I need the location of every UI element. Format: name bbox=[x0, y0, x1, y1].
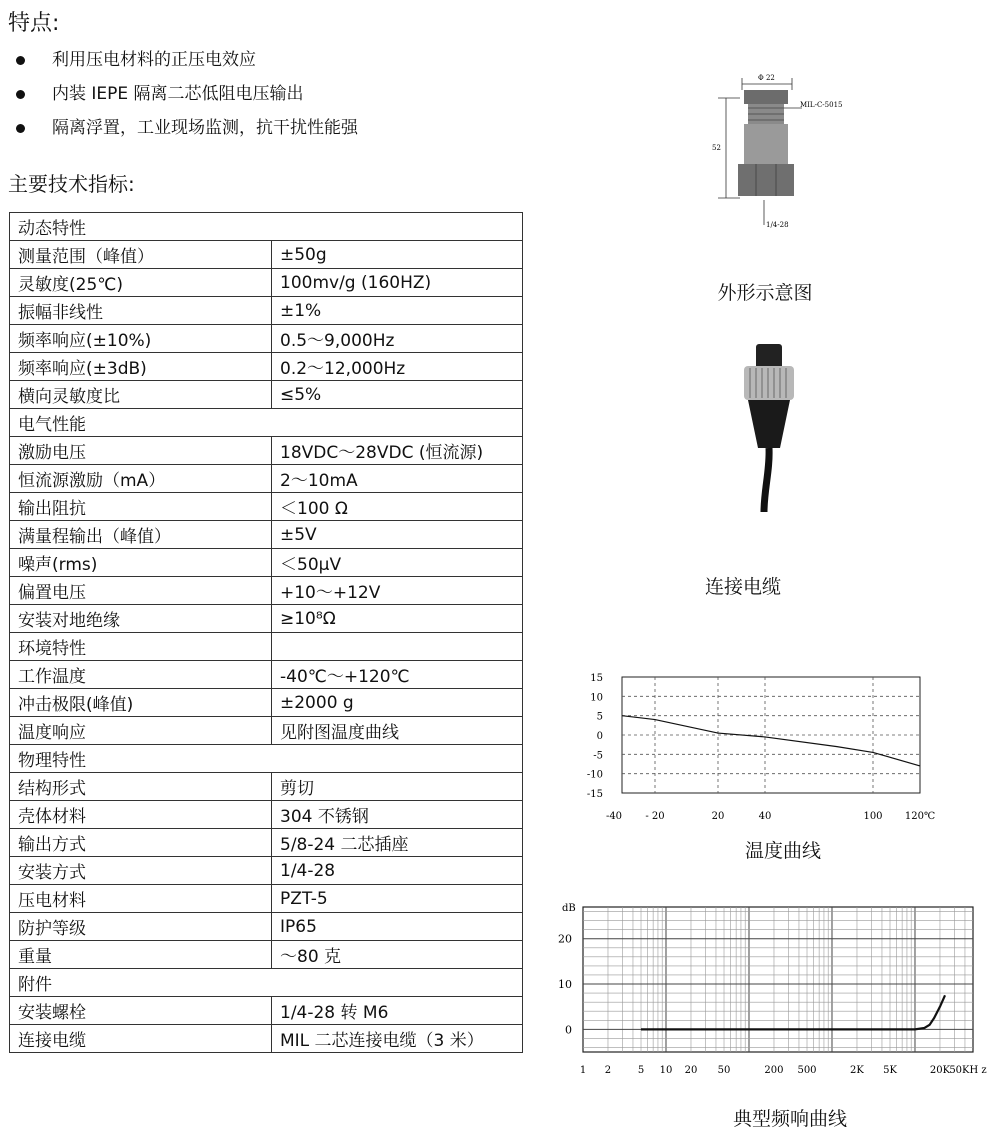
spec-row bbox=[10, 661, 523, 689]
specs-heading: 主要技术指标: bbox=[8, 172, 135, 196]
spec-section-label: 电气性能 bbox=[10, 409, 523, 437]
spec-value: ～80 克 bbox=[272, 941, 523, 969]
spec-label: 连接电缆 bbox=[10, 1025, 272, 1053]
spec-value: 304 不锈钢 bbox=[272, 801, 523, 829]
spec-row bbox=[10, 577, 523, 605]
sensor-body bbox=[744, 124, 788, 164]
spec-value: 100mv/g (160HZ) bbox=[272, 269, 523, 297]
spec-label: 恒流源激励（mA） bbox=[10, 465, 272, 493]
spec-row bbox=[10, 773, 523, 801]
spec-row bbox=[10, 269, 523, 297]
x-tick-label: 1 bbox=[579, 1065, 587, 1076]
spec-row bbox=[10, 381, 523, 409]
connector-label: MIL-C-5015 bbox=[800, 101, 843, 109]
spec-label: 安装对地绝缘 bbox=[10, 605, 272, 633]
spec-value: IP65 bbox=[272, 913, 523, 941]
spec-section-row bbox=[10, 409, 523, 437]
spec-value: +10～+12V bbox=[272, 577, 523, 605]
dim-height: 52 bbox=[712, 144, 721, 152]
spec-label: 满量程输出（峰值） bbox=[10, 521, 272, 549]
spec-row bbox=[10, 717, 523, 745]
spec-section-row bbox=[10, 969, 523, 997]
spec-row bbox=[10, 353, 523, 381]
spec-row bbox=[10, 493, 523, 521]
x-tick-label: -40 bbox=[605, 811, 623, 822]
spec-label: 横向灵敏度比 bbox=[10, 381, 272, 409]
x-tick-label: 200 bbox=[764, 1065, 784, 1076]
spec-section-label: 附件 bbox=[10, 969, 523, 997]
spec-label: 防护等级 bbox=[10, 913, 272, 941]
spec-row bbox=[10, 633, 523, 661]
spec-value: ＜100 Ω bbox=[272, 493, 523, 521]
spec-value: ±1% bbox=[272, 297, 523, 325]
x-tick-label: 20 bbox=[684, 1065, 698, 1076]
cable-caption: 连接电缆 bbox=[704, 576, 781, 598]
spec-section-row bbox=[10, 213, 523, 241]
spec-value: 1/4-28 bbox=[272, 857, 523, 885]
spec-row bbox=[10, 857, 523, 885]
spec-label: 频率响应(±10%) bbox=[10, 325, 272, 353]
spec-row bbox=[10, 521, 523, 549]
spec-row bbox=[10, 437, 523, 465]
spec-value: 剪切 bbox=[272, 773, 523, 801]
spec-row bbox=[10, 941, 523, 969]
spec-value: ≥10⁸Ω bbox=[272, 605, 523, 633]
spec-value: 18VDC～28VDC (恒流源) bbox=[272, 437, 523, 465]
x-tick-label: 100 bbox=[863, 811, 883, 822]
spec-label: 工作温度 bbox=[10, 661, 272, 689]
features-heading: 特点: bbox=[8, 11, 60, 36]
spec-row bbox=[10, 885, 523, 913]
y-tick-label: 0 bbox=[565, 1023, 572, 1037]
spec-row bbox=[10, 297, 523, 325]
spec-value: 0.5～9,000Hz bbox=[272, 325, 523, 353]
spec-label: 频率响应(±3dB) bbox=[10, 353, 272, 381]
spec-label: 冲击极限(峰值) bbox=[10, 689, 272, 717]
spec-label: 激励电压 bbox=[10, 437, 272, 465]
spec-label: 温度响应 bbox=[10, 717, 272, 745]
cable-boot bbox=[748, 400, 790, 448]
spec-row bbox=[10, 241, 523, 269]
y-tick-label: -10 bbox=[586, 769, 603, 781]
spec-label: 压电材料 bbox=[10, 885, 272, 913]
x-tick-label: 500 bbox=[797, 1065, 817, 1076]
spec-row bbox=[10, 913, 523, 941]
x-tick-label: 20 bbox=[711, 811, 725, 822]
frequency-response-chart bbox=[550, 895, 1000, 1090]
x-tick-label: 2 bbox=[604, 1065, 612, 1076]
spec-section-label: 动态特性 bbox=[10, 213, 523, 241]
spec-value: ±2000 g bbox=[272, 689, 523, 717]
spec-value: ＜50μV bbox=[272, 549, 523, 577]
spec-label: 安装螺栓 bbox=[10, 997, 272, 1025]
y-tick-label: 20 bbox=[558, 932, 572, 946]
y-tick-label: 0 bbox=[596, 731, 603, 742]
spec-row bbox=[10, 997, 523, 1025]
x-tick-label: 120℃ bbox=[904, 811, 936, 822]
y-tick-label: -15 bbox=[586, 789, 603, 800]
sensor-hex-base bbox=[738, 164, 794, 196]
spec-value: -40℃～+120℃ bbox=[272, 661, 523, 689]
spec-value bbox=[272, 633, 523, 661]
thread-label: 1/4-28 bbox=[766, 221, 789, 229]
spec-value: ±50g bbox=[272, 241, 523, 269]
spec-value: ≤5% bbox=[272, 381, 523, 409]
spec-row bbox=[10, 325, 523, 353]
spec-label: 输出阻抗 bbox=[10, 493, 272, 521]
spec-label: 测量范围（峰值） bbox=[10, 241, 272, 269]
sensor-outline-drawing bbox=[700, 70, 860, 235]
outline-caption: 外形示意图 bbox=[717, 282, 813, 304]
spec-value: 5/8-24 二芯插座 bbox=[272, 829, 523, 857]
spec-row bbox=[10, 549, 523, 577]
frequency-chart-caption: 典型频响曲线 bbox=[732, 1108, 847, 1130]
x-tick-label: 5 bbox=[637, 1065, 645, 1076]
spec-label: 结构形式 bbox=[10, 773, 272, 801]
x-tick-label: 20K bbox=[929, 1065, 951, 1076]
spec-label: 噪声(rms) bbox=[10, 549, 272, 577]
temperature-series-line bbox=[622, 716, 920, 766]
spec-table bbox=[9, 212, 523, 1053]
spec-label: 环境特性 bbox=[10, 633, 272, 661]
spec-label: 偏置电压 bbox=[10, 577, 272, 605]
x-tick-label: 5K bbox=[883, 1065, 897, 1076]
feature-item: 利用压电材料的正压电效应 bbox=[12, 44, 358, 78]
spec-row bbox=[10, 465, 523, 493]
x-tick-label: - 20 bbox=[645, 811, 665, 822]
cable-wire bbox=[764, 448, 769, 512]
spec-value: 0.2～12,000Hz bbox=[272, 353, 523, 381]
spec-value: PZT-5 bbox=[272, 885, 523, 913]
feature-list bbox=[12, 44, 358, 146]
spec-label: 重量 bbox=[10, 941, 272, 969]
spec-row bbox=[10, 1025, 523, 1053]
spec-value: 1/4-28 转 M6 bbox=[272, 997, 523, 1025]
y-tick-label: 5 bbox=[596, 711, 603, 723]
spec-section-row bbox=[10, 745, 523, 773]
spec-label: 灵敏度(25℃) bbox=[10, 269, 272, 297]
y-tick-label: 10 bbox=[558, 978, 572, 992]
cable-drawing bbox=[720, 340, 820, 515]
spec-label: 振幅非线性 bbox=[10, 297, 272, 325]
x-tick-label: 50 bbox=[717, 1065, 731, 1076]
dim-diameter: Φ 22 bbox=[758, 74, 775, 82]
spec-value: 2～10mA bbox=[272, 465, 523, 493]
spec-row bbox=[10, 605, 523, 633]
spec-row bbox=[10, 689, 523, 717]
x-tick-label: 40 bbox=[758, 811, 772, 822]
x-tick-label: 50KH z bbox=[949, 1065, 987, 1076]
x-tick-label: 10 bbox=[659, 1065, 673, 1076]
y-axis-label: dB bbox=[562, 903, 576, 914]
temperature-chart-caption: 温度曲线 bbox=[744, 840, 821, 862]
temperature-chart bbox=[585, 665, 945, 830]
spec-row bbox=[10, 801, 523, 829]
spec-value: ±5V bbox=[272, 521, 523, 549]
x-tick-label: 2K bbox=[850, 1065, 864, 1076]
y-tick-label: 15 bbox=[590, 673, 603, 684]
y-tick-label: 10 bbox=[590, 692, 603, 704]
spec-label: 壳体材料 bbox=[10, 801, 272, 829]
frequency-series-line bbox=[641, 995, 945, 1029]
spec-section-label: 物理特性 bbox=[10, 745, 523, 773]
feature-item: 内装 IEPE 隔离二芯低阻电压输出 bbox=[12, 78, 358, 112]
spec-value: 见附图温度曲线 bbox=[272, 717, 523, 745]
spec-label: 输出方式 bbox=[10, 829, 272, 857]
y-tick-label: -5 bbox=[593, 750, 603, 762]
feature-item: 隔离浮置，工业现场监测，抗干扰性能强 bbox=[12, 112, 358, 146]
spec-row bbox=[10, 829, 523, 857]
spec-value: MIL 二芯连接电缆（3 米） bbox=[272, 1025, 523, 1053]
spec-label: 安装方式 bbox=[10, 857, 272, 885]
sensor-connector bbox=[744, 90, 788, 104]
